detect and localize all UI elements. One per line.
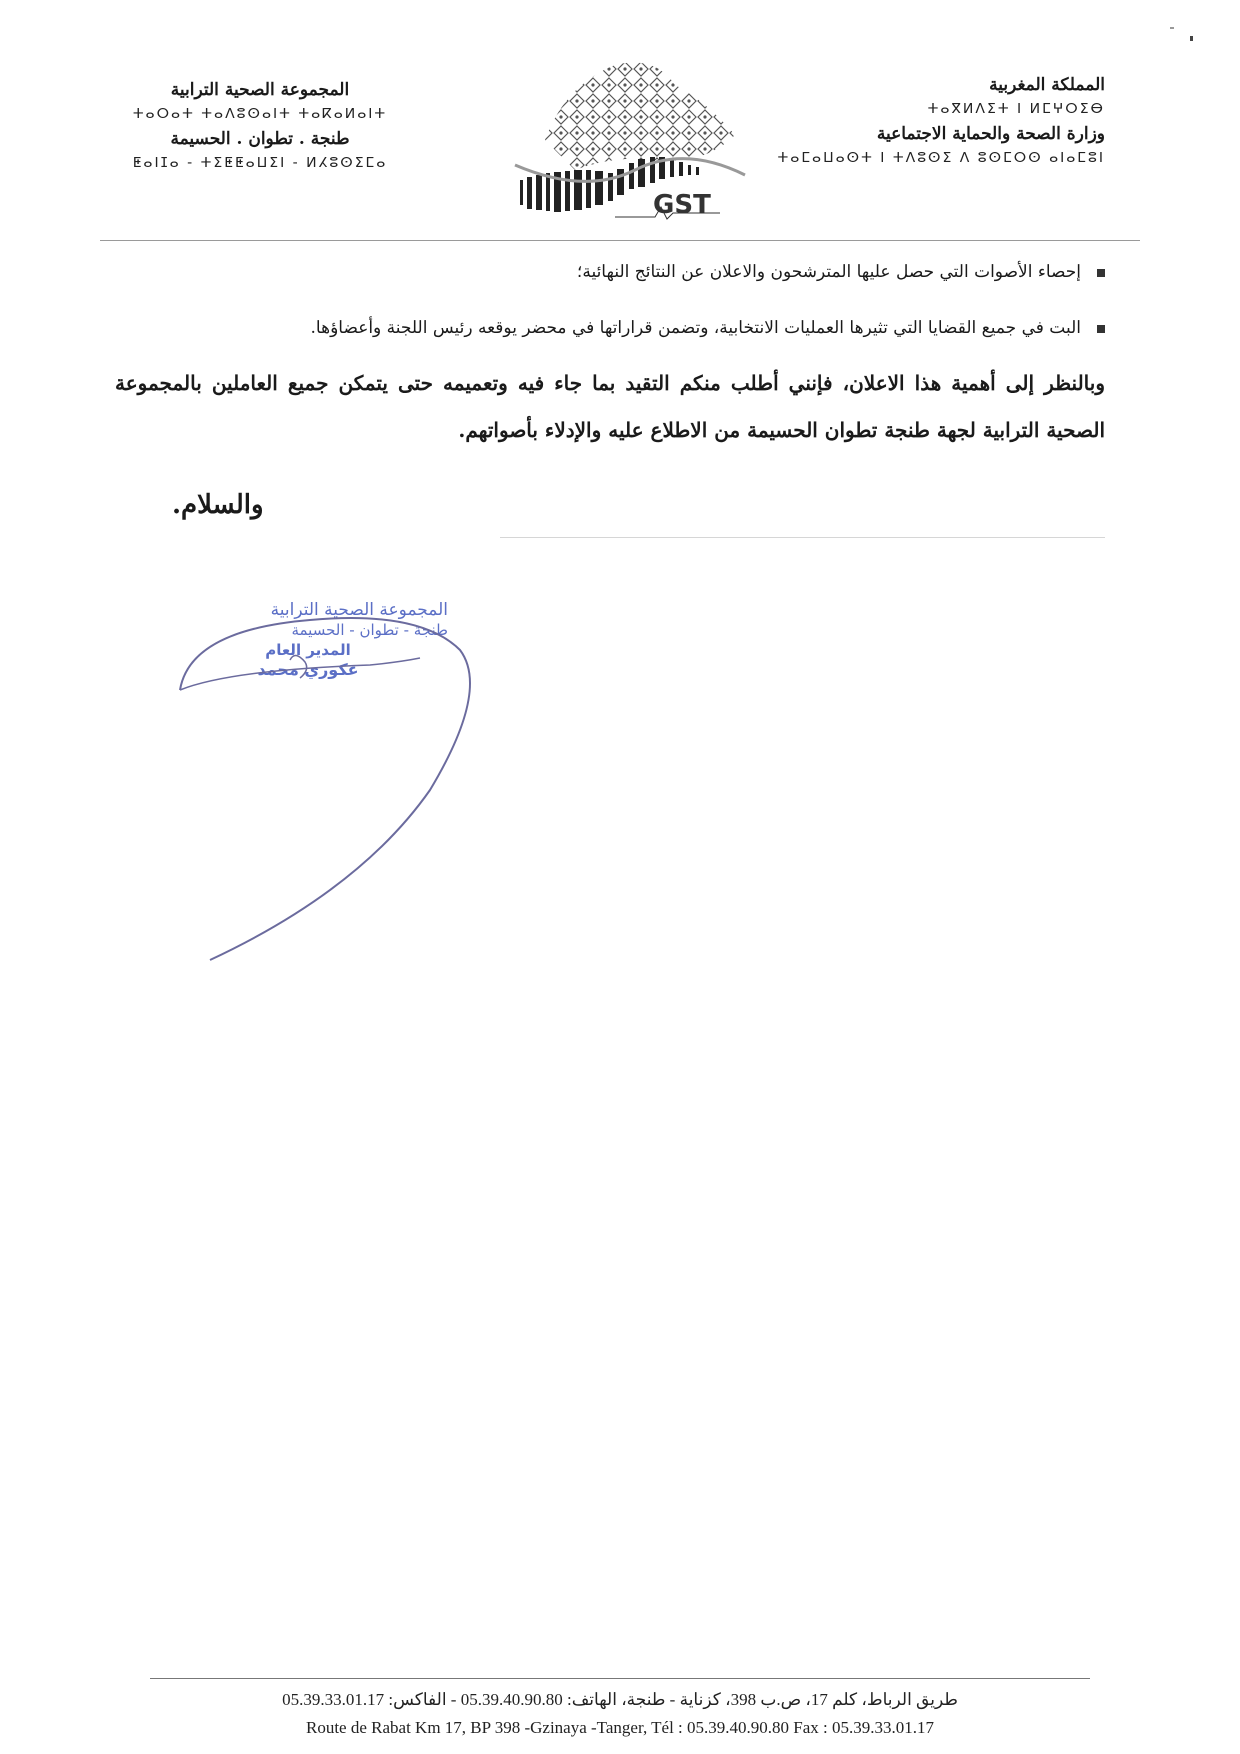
handwritten-signature <box>170 590 500 970</box>
stamp-line-region: طنجة - تطوان - الحسيمة <box>291 621 448 639</box>
bullet-square <box>1097 325 1105 333</box>
main-paragraph: وبالنظر إلى أهمية هذا الاعلان، فإنني أطلب منكم التقيد بما جاء فيه وتعميمه حتى يتمكن جميع العاملين بالمجموعة الصحية الترابية لجهة طنجة تطوان الحسيمة من الاطلاع عليه والإدلاء بأصواتهم. <box>115 371 1105 442</box>
footer-address-arabic: طريق الرباط، كلم 17، ص.ب 398، كزناية - طنجة، الهاتف: 05.39.40.90.80 - الفاكس: 05.39.33.01.17 <box>282 1690 958 1709</box>
ministry-title: وزارة الصحة والحماية الاجتماعية <box>876 124 1105 144</box>
region-tifinagh: ⵟⴰⵏⵊⴰ - ⵜⵉⵟⵟⴰⵡⵉⵏ - ⵍⵃⵓⵙⵉⵎⴰ <box>132 155 388 171</box>
closing-salutation: والسلام. <box>172 490 264 520</box>
ministry-tifinagh: ⵜⴰⵎⴰⵡⴰⵙⵜ ⵏ ⵜⴷⵓⵙⵉ ⴷ ⵓⵙⵎⵔⵙ ⴰⵏⴰⵎⵓⵏ <box>777 150 1105 166</box>
scan-marks <box>1160 22 1200 56</box>
header-group-block <box>110 80 410 178</box>
gst-logo <box>505 45 765 220</box>
kingdom-tifinagh: ⵜⴰⴳⵍⴷⵉⵜ ⵏ ⵍⵎⵖⵔⵉⴱ <box>927 101 1105 117</box>
bullet-item <box>105 262 1105 282</box>
group-title: المجموعة الصحية الترابية <box>170 80 350 100</box>
stamp-line-title: المدير العام <box>265 641 351 659</box>
bullet-item <box>105 318 1105 338</box>
region-title: طنجة . تطوان . الحسيمة <box>170 129 350 149</box>
bullet-square <box>1097 269 1105 277</box>
kingdom-title: المملكة المغربية <box>989 75 1105 95</box>
stamp-line-group: المجموعة الصحية الترابية <box>270 600 448 620</box>
header-ministry-block <box>705 75 1105 173</box>
header-divider <box>100 240 1140 241</box>
faint-rule <box>500 537 1105 538</box>
stamp-line-name: عكوري محمد <box>257 660 359 679</box>
footer-divider <box>150 1678 1090 1679</box>
bullet-text: إحصاء الأصوات التي حصل عليها المترشحون والاعلان عن النتائج النهائية؛ <box>576 262 1081 282</box>
logo-text: GST <box>653 190 711 220</box>
group-tifinagh: ⵜⴰⵔⴰⵜ ⵜⴰⴷⵓⵙⴰⵏⵜ ⵜⴰⴽⴰⵍⴰⵏⵜ <box>132 106 388 122</box>
bullet-text: البت في جميع القضايا التي تثيرها العمليات الانتخابية، وتضمن قراراتها في محضر يوقعه رئيس اللجنة وأعضاؤها. <box>310 318 1081 338</box>
footer-address-french: Route de Rabat Km 17, BP 398 -Gzinaya -Tanger, Tél : 05.39.40.90.80 Fax : 05.39.33.01.17 <box>306 1718 934 1737</box>
